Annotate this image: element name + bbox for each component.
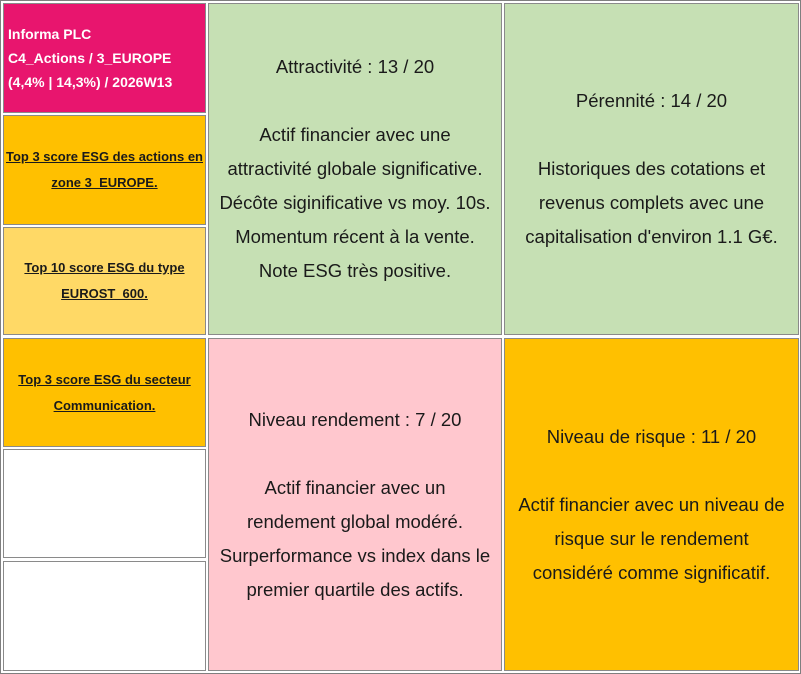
- company-name: Informa PLC: [8, 26, 92, 42]
- asset-header: [3, 3, 206, 113]
- tag-sector-esg-link[interactable]: Top 3 score ESG du secteur Communication.: [18, 371, 191, 413]
- risque-title: Niveau de risque : 11 / 20: [546, 425, 757, 447]
- tag-zone-esg[interactable]: [3, 115, 206, 225]
- panel-rendement: [208, 338, 502, 671]
- attractivite-description: Actif financier avec une attractivité globale significative. Décôte siginificative vs moy. 10s. Momentum récent à la vente. Note ESG très positive.: [219, 124, 491, 281]
- panel-attractivite: [208, 3, 502, 335]
- empty-slot-2: [3, 561, 206, 671]
- empty-slot-1: [3, 449, 206, 558]
- panel-perennite: [504, 3, 799, 335]
- perennite-title: Pérennité : 14 / 20: [575, 90, 728, 111]
- rendement-title: Niveau rendement : 7 / 20: [248, 408, 462, 430]
- attractivite-title: Attractivité : 13 / 20: [275, 56, 435, 77]
- perennite-description: Historiques des cotations et revenus complets avec une capitalisation d'environ 1.1 G€.: [525, 158, 778, 247]
- tag-sector-esg[interactable]: [3, 338, 206, 447]
- asset-category: C4_Actions / 3_EUROPE: [8, 50, 172, 66]
- rendement-description: Actif financier avec un rendement global modéré. Surperformance vs index dans le premier quartile des actifs.: [219, 476, 491, 600]
- tag-type-esg-link[interactable]: Top 10 score ESG du type EUROST_600.: [24, 260, 185, 301]
- tag-type-esg[interactable]: [3, 227, 206, 335]
- tag-zone-esg-link[interactable]: Top 3 score ESG des actions en zone 3_EUROPE.: [6, 149, 203, 190]
- risque-description: Actif financier avec un niveau de risque sur le rendement considéré comme significatif.: [518, 493, 785, 583]
- asset-metrics: (4,4% | 14,3%) / 2026W13: [8, 74, 173, 90]
- panel-risque: [504, 338, 799, 671]
